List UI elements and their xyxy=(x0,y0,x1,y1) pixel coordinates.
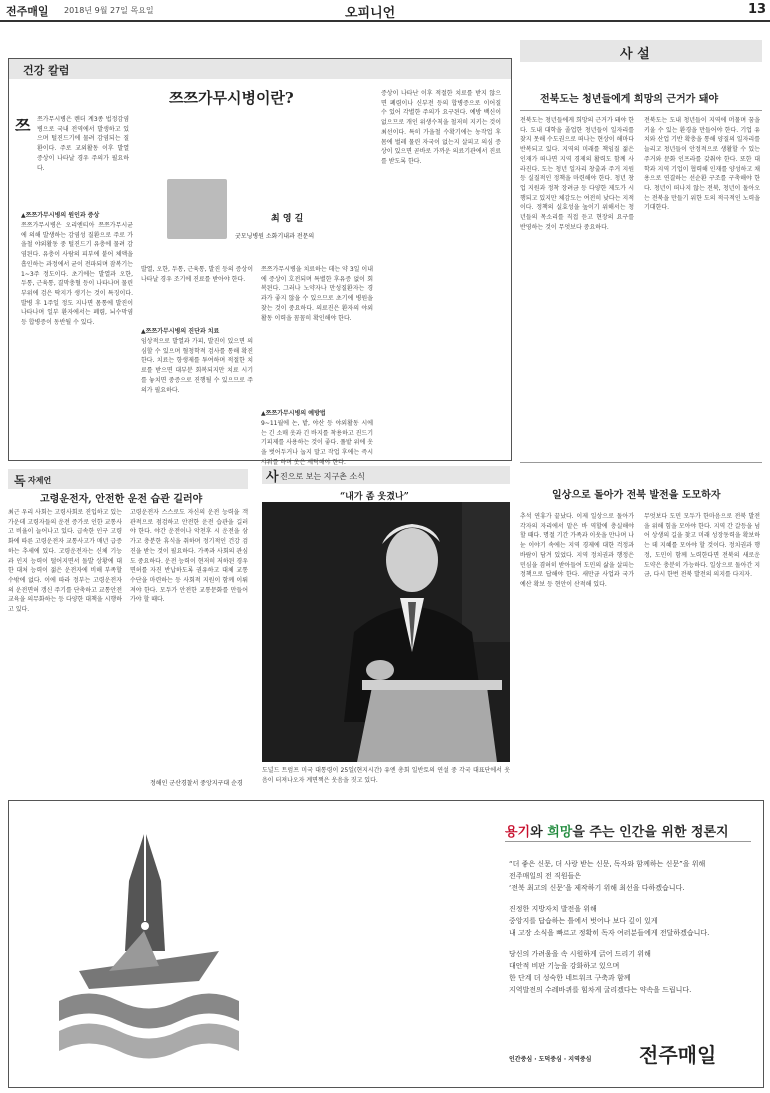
ad-paragraph-1 xyxy=(509,858,705,894)
column-byline: 정해인 군산경찰서 중앙지구대 순경 xyxy=(150,780,243,787)
ad-paragraph-2 xyxy=(509,903,709,939)
health-text-col4: 증상이 나타난 이후 적절한 치료를 받지 않으면 폐렴이나 신부전 등의 합병증으로 이어질 수 있어 각별한 주의가 요구된다. 예방 백신이 없으므로 개인 위생수칙을 철저히 지키는 것이 최선이다. 특히 가을철 수확기에는 농작업 후 몸에 벌레 물린 자국이 없는지 살피고 의심 증상이 있으면 곧바로 가까운 의료기관에서 진료를 받도록 한다. xyxy=(381,90,501,165)
ad-line: 중앙지를 답습하는 틀에서 벗어나 보다 깊이 있게 xyxy=(509,917,658,925)
column-tag-bar xyxy=(8,469,248,489)
photo-tag-rest: 진으로 보는 지구촌 소식 xyxy=(280,472,365,481)
photo-tag-bar xyxy=(262,466,510,484)
paper-name: 전주매일 xyxy=(6,5,49,18)
photo-caption: 도널드 트럼프 미국 대통령이 25일(현지시간) 유엔 총회 일반토의 연설 중 각국 대표단에서 웃음이 터져나오자 계면쩍은 웃음을 짓고 있다. xyxy=(262,767,510,784)
author-photo xyxy=(167,179,227,239)
ad-line: “더 좋은 신문, 더 사랑 받는 신문, 독자와 함께하는 신문”을 위해 xyxy=(509,860,706,868)
pen-ship-icon xyxy=(49,821,249,1071)
ad-line: 진정한 지방자치 발전을 위해 xyxy=(509,905,597,913)
news-photo-image xyxy=(262,502,510,762)
ad-tagline-hope: 희망 xyxy=(547,825,573,840)
health-text-col2b: 임상적으로 발열과 가피, 발진이 있으면 의심할 수 있으며 혈청학적 검사를 통해 확진한다. 치료는 항생제를 투여하며 적절한 치료를 받으면 대부분 회복되지만 치료 시기를 놓치면 중증으로 진행될 수 있으므로 주의가 필요하다. xyxy=(141,338,253,394)
section-name: 오피니언 xyxy=(345,6,396,21)
author-name: 최 영 길 xyxy=(271,214,304,224)
ad-paragraph-3 xyxy=(509,948,691,996)
editorial-2-col2: 무엇보다 도민 모두가 한마음으로 전북 발전을 위해 힘을 모아야 한다. 지역 간 갈등을 넘어 상생의 길을 찾고 미래 성장동력을 확보하는 데 지혜를 모아야 할 것이다. 정치권과 행정, 도민이 함께 노력한다면 전북의 새로운 도약은 충분히 가능하다. 일상으로 돌아간 지금, 다시 한번 전북 발전의 의지를 다지자. xyxy=(644,513,760,579)
health-text-col3a: 쯔쯔가무시병을 치료하는 데는 약 3일 이내에 증상이 호전되며 특별한 후유증 없이 회복된다. 그러나 노약자나 만성질환자는 경과가 좋지 않을 수 있으므로 초기에 병원을 찾는 것이 중요하다. 의료진은 환자의 야외활동 이력을 꼼꼼히 확인해야 한다. xyxy=(261,266,373,322)
ad-tagline xyxy=(505,821,729,840)
health-tag: 건강 칼럼 xyxy=(23,64,70,77)
health-subhead-1: ▲쯔쯔가무시병의 원인과 증상 xyxy=(21,212,100,219)
editorial-tag: 사 설 xyxy=(620,47,650,62)
ad-logo: 전주매일 xyxy=(639,1043,717,1067)
health-intro: 쯔가무시병은 렌더 계3종 법정감염병으로 국내 전역에서 발생하고 있으며 털진드기에 물려 감염되는 질환이다. 주로 교외활동 이후 발열 증상이 나타날 경우 주의가 필요하다. xyxy=(37,116,129,172)
ad-tagline-and: 와 xyxy=(530,825,548,840)
column-text-col1: 최근 우리 사회는 고령사회로 진입하고 있는 가운데 고령자들의 운전 증가로 인한 교통사고 비율이 늘어나고 있다. 급속한 인구 고령화에 따른 고령운전자 교통사고가 매년 급증하는 추세에 있다. 고령운전자는 신체 기능과 인지 능력이 떨어지면서 돌발 상황에 대한 대처 능력이 젊은 운전자에 비해 부족할 수밖에 없다. 이에 따라 정부는 고령운전자의 운전면허 갱신 주기를 단축하고 교통안전교육을 의무화하는 등 다양한 대책을 시행하고 있다. xyxy=(8,509,122,614)
column-text-col2: 고령운전자 스스로도 자신의 운전 능력을 객관적으로 점검하고 안전한 운전 습관을 길러야 한다. 야간 운전이나 악천후 시 운전을 삼가고 충분한 휴식을 취하며 정기적인 건강 검진을 받는 것이 필요하다. 가족과 사회의 관심도 중요하다. 운전 능력이 현저히 저하된 경우 면허를 자진 반납하도록 권유하고 대체 교통수단을 마련하는 등 사회적 지원이 함께 이뤄져야 한다. 모두가 안전한 교통문화를 만들어 가야 할 때다. xyxy=(130,509,248,604)
ad-line: 내 고장 소식을 빠르고 정확히 독자 여러분들에게 전달하겠습니다. xyxy=(509,929,710,937)
dropcap: 쯔 xyxy=(15,116,31,135)
page-number: 13 xyxy=(748,2,767,17)
ad-line: 지역발전의 수레바퀴를 힘차게 굴리겠다는 약속을 드립니다. xyxy=(509,986,692,994)
issue-date: 2018년 9월 27일 목요일 xyxy=(64,6,154,15)
health-text-col1: 쯔쯔가무시병은 오리엔티아 쯔쯔가무시균에 의해 발생하는 감염성 질환으로 주로 가을철 야외활동 중 털진드기 유충에 물려 감염된다. 유충이 사람의 피부에 붙어 체액을 흡인하는 과정에서 균이 전파되며 잠복기는 1~3주 정도이다. 초기에는 발열과 오한, 두통, 근육통, 결막충혈 등이 나타나며 물린 부위에 검은 딱지가 생기는 것이 특징이다. 발병 후 1주일 정도 지나면 몸통에 발진이 나타나며 일부 환자에서는 폐렴, 뇌수막염 등 합병증이 동반될 수 있다. xyxy=(21,222,133,327)
column-title: 고령운전자, 안전한 운전 습관 길러야 xyxy=(40,494,203,505)
editorial-tag-bar xyxy=(520,40,762,62)
health-tag-bar xyxy=(9,59,511,79)
divider xyxy=(520,110,762,111)
editorial-1-col2: 전북도는 도내 청년들이 지역에 머물며 꿈을 키울 수 있는 환경을 만들어야 한다. 기업 유치와 산업 기반 확충을 통해 양질의 일자리를 늘리고 청년들이 안정적으로 생활할 수 있는 주거와 문화 인프라를 갖춰야 한다. 또한 대학과 지역 기업이 협력해 인재를 양성하고 채용으로 연결하는 선순환 구조를 구축해야 한다. 청년이 떠나지 않는 전북, 청년이 돌아오는 전북을 만들기 위한 도의 적극적인 노력을 기대한다. xyxy=(644,117,760,212)
column-tag-rest: 자제언 xyxy=(28,476,52,485)
editorial-title-2: 일상으로 돌아가 전북 발전을 도모하자 xyxy=(552,490,721,501)
divider xyxy=(520,462,762,463)
editorial-title-1: 전북도는 청년들에게 희망의 근거가 돼야 xyxy=(540,94,719,105)
page-header xyxy=(0,0,770,22)
health-text-col3b: 9~11월에 논, 밭, 야산 등 야외활동 시에는 긴 소매 옷과 긴 바지를 착용하고 진드기 기피제를 사용하는 것이 좋다. 풀밭 위에 옷을 벗어두거나 눕지 말고 작업 후에는 즉시 샤워를 하며 옷은 세탁해야 한다. xyxy=(261,420,373,466)
editorial-1-col1: 전북도는 청년들에게 희망의 근거가 돼야 한다. 도내 대학을 졸업한 청년들이 일자리를 찾지 못해 수도권으로 떠나는 현상이 해마다 반복되고 있다. 지역의 미래를 책임질 젊은 인재가 떠나면 지역 경제의 활력도 함께 사라진다. 도는 청년 일자리 창출과 주거 지원 등 실질적인 정책을 마련해야 한다. 청년 창업 지원과 정착 장려금 등 다양한 제도가 시행되고 있지만 체감도는 여전히 낮다는 지적이다. 정책의 실효성을 높이기 위해서는 청년들의 목소리를 직접 듣고 현장의 요구를 반영하는 것이 무엇보다 중요하다. xyxy=(520,117,634,231)
health-text-col2a: 발열, 오한, 두통, 근육통, 발진 등의 증상이 나타날 경우 조기에 진료를 받아야 한다. xyxy=(141,266,253,283)
ad-line: 전주매일의 전 직원들은 xyxy=(509,872,582,880)
author-affiliation: 굿모닝병원 소화기내과 전문의 xyxy=(235,233,315,240)
ad-box xyxy=(8,800,764,1088)
ad-line: 대안적 비판 기능을 강화하고 있으며 xyxy=(509,962,620,970)
column-tag-first: 독 xyxy=(14,474,26,488)
divider xyxy=(505,841,751,842)
photo-tag-first: 사 xyxy=(266,470,279,485)
ad-tagline-courage: 용기 xyxy=(505,825,531,840)
health-subhead-3: ▲쯔쯔가무시병의 예방법 xyxy=(261,410,326,417)
health-column xyxy=(8,58,512,466)
ad-line: 한 단계 더 성숙한 네트워크 구축과 함께 xyxy=(509,974,631,982)
editorial-2-col1: 추석 연휴가 끝났다. 이제 일상으로 돌아가 각자의 자리에서 맡은 바 역할에 충실해야 할 때다. 명절 기간 가족과 이웃을 만나며 나눈 이야기 속에는 지역 경제에 대한 걱정과 바람이 담겨 있었다. 지역 정치권과 행정은 민심을 겸허히 받아들여 도민의 삶을 살피는 정책으로 답해야 한다. 새만금 사업과 국가예산 확보 등 현안이 산적해 있다. xyxy=(520,513,634,588)
ad-line: ‘전북 최고의 신문’을 제작하기 위해 최선을 다하겠습니다. xyxy=(509,884,685,892)
ad-tagline-rest: 을 주는 인간을 위한 정론지 xyxy=(572,825,729,840)
news-photo xyxy=(262,502,510,762)
ad-line: 당신의 가려움을 속 시원하게 긁어 드리기 위해 xyxy=(509,950,651,958)
health-title: 쯔쯔가무시병이란? xyxy=(169,89,294,107)
ad-motto: 인간중심 · 도덕중심 · 지역중심 xyxy=(509,1056,592,1063)
photo-title: “내가 좀 웃겼나” xyxy=(340,492,409,502)
health-subhead-2: ▲쯔쯔가무시병의 진단과 치료 xyxy=(141,328,220,335)
